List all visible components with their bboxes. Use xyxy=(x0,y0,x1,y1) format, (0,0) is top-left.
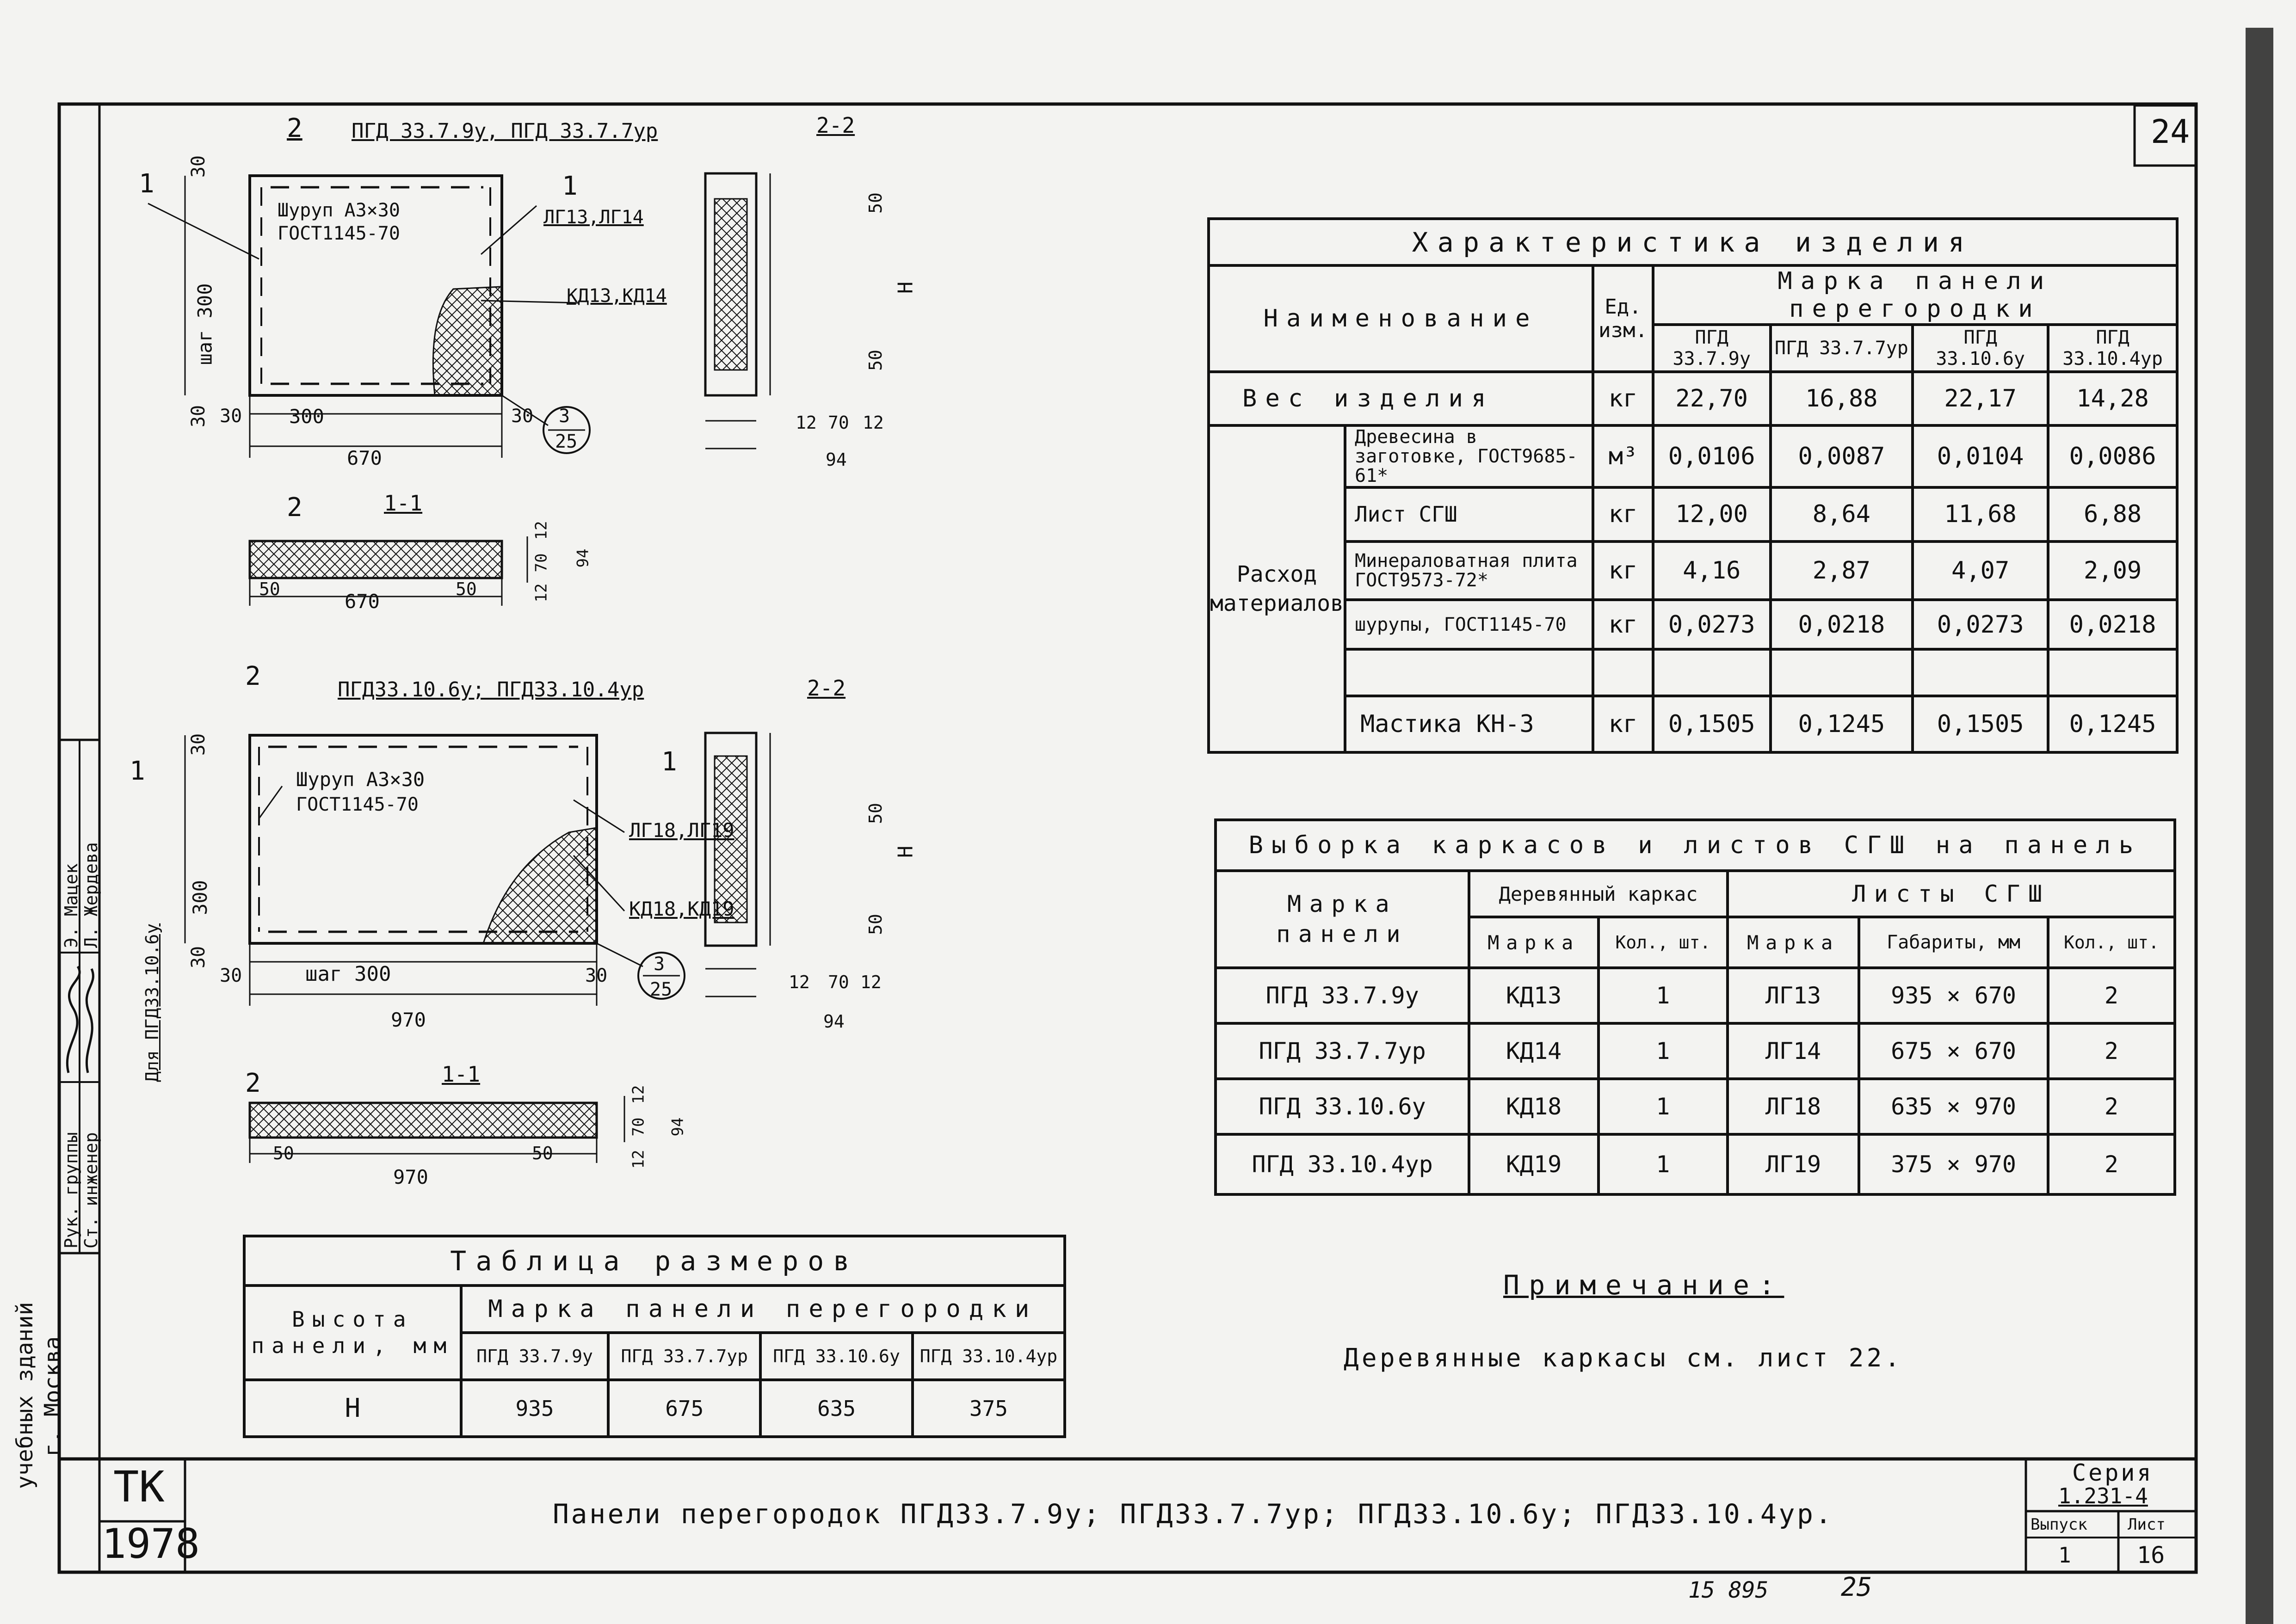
characteristics-table xyxy=(1207,217,2179,754)
bottom-s11-dim-970: 970 xyxy=(393,1166,428,1188)
weight-label: Вес изделия xyxy=(1209,372,1593,426)
stamp-year: 1978 xyxy=(102,1520,200,1568)
weight-unit: кг xyxy=(1593,372,1653,426)
top-s22-dim-H: H xyxy=(894,281,918,294)
bottom-s22-dim-70: 70 xyxy=(828,972,849,992)
empty-cell xyxy=(2048,649,2177,696)
selection-row-4-dims: 375 × 970 xyxy=(1859,1134,2048,1194)
side-role1: Рук. группы xyxy=(61,1132,81,1249)
top-dim-width: 670 xyxy=(347,447,382,469)
bottom-dim-30-top: 30 xyxy=(188,733,210,756)
side-org-line2: г. Москва xyxy=(40,1336,66,1457)
top-title: ПГД 33.7.9у, ПГД 33.7.7ур xyxy=(352,119,658,143)
bottom-section22-title: 2-2 xyxy=(807,676,846,701)
top-s11-dim-12b: 12 xyxy=(532,583,551,603)
empty-cell xyxy=(1771,649,1913,696)
selection-row-4-frame: КД19 xyxy=(1469,1134,1599,1194)
top-s22-dim-94: 94 xyxy=(826,449,847,470)
sizes-value-4: 375 xyxy=(913,1380,1065,1437)
empty-cell xyxy=(1913,649,2048,696)
top-s22-dim-12b: 12 xyxy=(863,412,884,433)
bottom-screw-label: Шуруп А3×30 xyxy=(296,768,425,791)
bottom-s22-dim-94: 94 xyxy=(823,1011,845,1032)
stamp-title: Панели перегородок ПГД33.7.9у; ПГД33.7.7ур; ПГД33.10.6у; ПГД33.10.4ур. xyxy=(553,1498,1834,1530)
sizes-row-label: H xyxy=(244,1380,461,1437)
sizes-col-group: Марка панели перегородки xyxy=(461,1286,1065,1333)
material-2-value-1: 12,00 xyxy=(1653,487,1771,541)
material-1-value-4: 0,0086 xyxy=(2048,425,2177,487)
material-4-value-3: 0,0273 xyxy=(1913,600,2048,649)
side-name1: Э. Мацек xyxy=(61,863,81,948)
material-3-value-2: 2,87 xyxy=(1771,541,1913,600)
top-section22-title: 2-2 xyxy=(816,113,855,138)
top-section11-title: 1-1 xyxy=(384,491,423,516)
selection-row-2-frame: КД14 xyxy=(1469,1023,1599,1079)
material-unit-2: кг xyxy=(1593,487,1653,541)
selection-sub-sheet-mark: Марка xyxy=(1728,917,1859,968)
top-callout-den: 25 xyxy=(555,431,578,452)
top-s11-dim-50b: 50 xyxy=(456,579,477,599)
top-screw-label: Шуруп А3×30 xyxy=(278,200,400,221)
selection-title: Выборка каркасов и листов СГШ на панель xyxy=(1216,820,2175,871)
bottom-s11-section-mark: 2 xyxy=(245,1068,261,1098)
top-dim-30-bottom: 30 xyxy=(188,405,210,428)
bottom-section11-title: 1-1 xyxy=(442,1062,481,1087)
top-callout-num: 3 xyxy=(559,406,570,427)
sizes-table xyxy=(243,1235,1066,1438)
side-role2: Ст. инженер xyxy=(81,1132,101,1249)
sizes-mark-3: ПГД 33.10.6у xyxy=(760,1333,913,1380)
bottom-s11-dim-12b: 12 xyxy=(629,1150,648,1169)
selection-sub-dims: Габариты, мм xyxy=(1859,917,2048,968)
bottom-section-mark: 2 xyxy=(245,661,261,691)
side-org-line1: учебных зданий xyxy=(12,1302,38,1489)
material-3-value-4: 2,09 xyxy=(2048,541,2177,600)
material-label-1: Древесина в заготовке, ГОСТ9685-61* xyxy=(1345,425,1593,487)
bottom-sheet-label: ЛГ18,ЛГ19 xyxy=(629,819,734,842)
bottom-callout-den: 25 xyxy=(650,979,673,1000)
characteristics-title: Характеристика изделия xyxy=(1209,219,2177,265)
empty-cell xyxy=(1593,649,1653,696)
bottom-s22-dim-12b: 12 xyxy=(860,972,882,992)
sizes-title: Таблица размеров xyxy=(244,1236,1065,1286)
material-1-value-1: 0,0106 xyxy=(1653,425,1771,487)
bottom-s11-dim-50a: 50 xyxy=(273,1143,294,1163)
material-unit-3: кг xyxy=(1593,541,1653,600)
selection-row-3-sheet: ЛГ18 xyxy=(1728,1079,1859,1134)
selection-row-2-mark: ПГД 33.7.7ур xyxy=(1216,1023,1469,1079)
selection-row-1-qty: 2 xyxy=(2048,968,2175,1023)
handwritten-page-number: 25 xyxy=(1841,1572,1872,1602)
selection-row-3-dims: 635 × 970 xyxy=(1859,1079,2048,1134)
characteristics-mark-2: ПГД 33.7.7ур xyxy=(1771,325,1913,371)
bottom-dim-30-left: 30 xyxy=(220,965,242,986)
sizes-value-3: 635 xyxy=(760,1380,913,1437)
stamp-org-code: ТК xyxy=(113,1462,165,1512)
stamp-series-value: 1.231-4 xyxy=(2058,1483,2148,1508)
top-s22-dim-50a: 50 xyxy=(865,192,886,214)
top-frame-label: КД13,КД14 xyxy=(567,285,667,307)
top-s11-dim-94: 94 xyxy=(574,548,593,568)
top-dim-30-right: 30 xyxy=(511,406,534,427)
characteristics-mark-4: ПГД 33.10.4ур xyxy=(2048,325,2177,371)
weight-value-4: 14,28 xyxy=(2048,372,2177,426)
sizes-col-height: Высота панели, мм xyxy=(244,1286,461,1380)
top-s11-dim-70: 70 xyxy=(532,553,551,572)
top-section-mark: 2 xyxy=(287,113,302,143)
bottom-dim-width: 970 xyxy=(391,1009,426,1031)
top-dim-300: 300 xyxy=(289,405,324,428)
bottom-screw-gost: ГОСТ1145-70 xyxy=(296,794,419,815)
top-dim-vert: шаг 300 xyxy=(193,283,216,365)
top-cut-marker-right: 1 xyxy=(562,171,578,201)
sheet-number-top: 24 xyxy=(2151,113,2190,151)
top-panel-drawing xyxy=(111,106,805,661)
side-name2: Л. Жердева xyxy=(81,842,101,948)
top-s11-dim-50a: 50 xyxy=(259,579,280,599)
selection-row-4-qty: 2 xyxy=(2048,1134,2175,1194)
selection-row-3-mark: ПГД 33.10.6у xyxy=(1216,1079,1469,1134)
stamp-sheet-value: 16 xyxy=(2137,1542,2165,1569)
selection-row-2-qty: 2 xyxy=(2048,1023,2175,1079)
material-2-value-2: 8,64 xyxy=(1771,487,1913,541)
material-unit-1: м³ xyxy=(1593,425,1653,487)
note-title: Примечание: xyxy=(1503,1269,1784,1301)
top-s11-section-mark: 2 xyxy=(287,492,302,523)
mastic-value-1: 0,1505 xyxy=(1653,696,1771,752)
mastic-value-4: 0,1245 xyxy=(2048,696,2177,752)
characteristics-col-group: Марка панели перегородки xyxy=(1653,265,2177,325)
top-s22-dim-70: 70 xyxy=(828,412,849,433)
selection-sub-mark: Марка xyxy=(1469,917,1599,968)
selection-col-sheets: Листы СГШ xyxy=(1728,871,2175,917)
material-4-value-4: 0,0218 xyxy=(2048,600,2177,649)
selection-row-4-frame-qty: 1 xyxy=(1599,1134,1728,1194)
bottom-s11-dim-12a: 12 xyxy=(629,1085,648,1104)
stamp-sheet-label: Лист xyxy=(2128,1515,2166,1534)
top-s11-dim-670: 670 xyxy=(345,590,380,613)
mastic-value-3: 0,1505 xyxy=(1913,696,2048,752)
stamp-series-label: Серия xyxy=(2072,1459,2154,1486)
bottom-frame-label: КД18,КД19 xyxy=(629,898,734,920)
sizes-mark-4: ПГД 33.10.4ур xyxy=(913,1333,1065,1380)
material-unit-4: кг xyxy=(1593,600,1653,649)
selection-sub-sheet-qty: Кол., шт. xyxy=(2048,917,2175,968)
bottom-s22-dim-50a: 50 xyxy=(865,803,886,824)
material-2-value-4: 6,88 xyxy=(2048,487,2177,541)
top-s22-dim-12a: 12 xyxy=(796,412,817,433)
selection-row-1-sheet: ЛГ13 xyxy=(1728,968,1859,1023)
selection-row-4-sheet: ЛГ19 xyxy=(1728,1134,1859,1194)
material-4-value-2: 0,0218 xyxy=(1771,600,1913,649)
sizes-mark-2: ПГД 33.7.7ур xyxy=(608,1333,760,1380)
bottom-dim-30-right: 30 xyxy=(585,965,608,986)
stamp-issue-value: 1 xyxy=(2058,1543,2071,1568)
top-s11-dim-12a: 12 xyxy=(532,521,551,540)
selection-row-2-dims: 675 × 670 xyxy=(1859,1023,2048,1079)
material-4-value-1: 0,0273 xyxy=(1653,600,1771,649)
characteristics-mark-3: ПГД 33.10.6у xyxy=(1913,325,2048,371)
handwritten-archive-number: 15 895 xyxy=(1688,1577,1769,1603)
sizes-value-1: 935 xyxy=(461,1380,609,1437)
mastic-label: Мастика КН-3 xyxy=(1345,696,1593,752)
material-1-value-3: 0,0104 xyxy=(1913,425,2048,487)
material-label-4: шурупы, ГОСТ1145-70 xyxy=(1345,600,1593,649)
bottom-s11-dim-70: 70 xyxy=(629,1117,648,1137)
bottom-s22-dim-12a: 12 xyxy=(789,972,810,992)
characteristics-mark-1: ПГД 33.7.9у xyxy=(1653,325,1771,371)
top-sheet-label: ЛГ13,ЛГ14 xyxy=(543,207,644,228)
selection-row-2-sheet: ЛГ14 xyxy=(1728,1023,1859,1079)
characteristics-col-unit: Ед. изм. xyxy=(1593,265,1653,371)
bottom-title: ПГД33.10.6у; ПГД33.10.4ур xyxy=(338,678,644,701)
bottom-cut-marker-right: 1 xyxy=(661,747,677,777)
selection-row-2-frame-qty: 1 xyxy=(1599,1023,1728,1079)
selection-row-3-frame-qty: 1 xyxy=(1599,1079,1728,1134)
material-label-2: Лист СГШ xyxy=(1345,487,1593,541)
empty-cell xyxy=(1653,649,1771,696)
characteristics-col-name: Наименование xyxy=(1209,265,1593,371)
weight-value-3: 22,17 xyxy=(1913,372,2048,426)
selection-col-mark: Марка панели xyxy=(1216,871,1469,968)
bottom-s22-dim-50b: 50 xyxy=(865,914,886,935)
selection-row-4-mark: ПГД 33.10.4ур xyxy=(1216,1134,1469,1194)
selection-col-frame: Деревянный каркас xyxy=(1469,871,1727,917)
selection-row-1-dims: 935 × 670 xyxy=(1859,968,2048,1023)
material-3-value-3: 4,07 xyxy=(1913,541,2048,600)
weight-value-2: 16,88 xyxy=(1771,372,1913,426)
note-text: Деревянные каркасы см. лист 22. xyxy=(1344,1343,1903,1372)
material-label-3: Минераловатная плита ГОСТ9573-72* xyxy=(1345,541,1593,600)
bottom-side-note: Для ПГД33.10.6у xyxy=(142,923,162,1082)
bottom-s11-dim-94: 94 xyxy=(668,1117,687,1137)
sizes-value-2: 675 xyxy=(608,1380,760,1437)
top-screw-gost: ГОСТ1145-70 xyxy=(278,223,400,244)
top-dim-30-top: 30 xyxy=(188,155,210,178)
empty-cell xyxy=(1345,649,1593,696)
selection-row-3-frame: КД18 xyxy=(1469,1079,1599,1134)
mastic-unit: кг xyxy=(1593,696,1653,752)
top-cut-marker-left: 1 xyxy=(139,169,154,199)
top-s22-dim-50b: 50 xyxy=(865,350,886,371)
material-2-value-3: 11,68 xyxy=(1913,487,2048,541)
consumption-label: Расход материалов xyxy=(1209,425,1345,752)
selection-row-1-frame: КД13 xyxy=(1469,968,1599,1023)
selection-row-3-qty: 2 xyxy=(2048,1079,2175,1134)
bottom-s22-dim-H: H xyxy=(894,845,918,858)
bottom-s11-dim-50b: 50 xyxy=(532,1143,553,1163)
stamp-issue-label: Выпуск xyxy=(2031,1515,2087,1534)
bottom-cut-marker-left: 1 xyxy=(130,756,145,786)
bottom-callout-num: 3 xyxy=(654,953,665,975)
sizes-mark-1: ПГД 33.7.9у xyxy=(461,1333,609,1380)
bottom-dim-30-bottom: 30 xyxy=(188,946,210,969)
material-1-value-2: 0,0087 xyxy=(1771,425,1913,487)
selection-table xyxy=(1214,818,2176,1196)
bottom-panel-drawing xyxy=(111,661,805,1202)
bottom-dim-step: шаг 300 xyxy=(305,962,391,986)
weight-value-1: 22,70 xyxy=(1653,372,1771,426)
bottom-dim-300: 300 xyxy=(188,880,211,915)
selection-sub-qty: Кол., шт. xyxy=(1599,917,1728,968)
top-dim-30-left: 30 xyxy=(220,406,242,427)
mastic-value-2: 0,1245 xyxy=(1771,696,1913,752)
selection-row-1-frame-qty: 1 xyxy=(1599,968,1728,1023)
signature-marks xyxy=(59,962,101,1082)
material-3-value-1: 4,16 xyxy=(1653,541,1771,600)
selection-row-1-mark: ПГД 33.7.9у xyxy=(1216,968,1469,1023)
